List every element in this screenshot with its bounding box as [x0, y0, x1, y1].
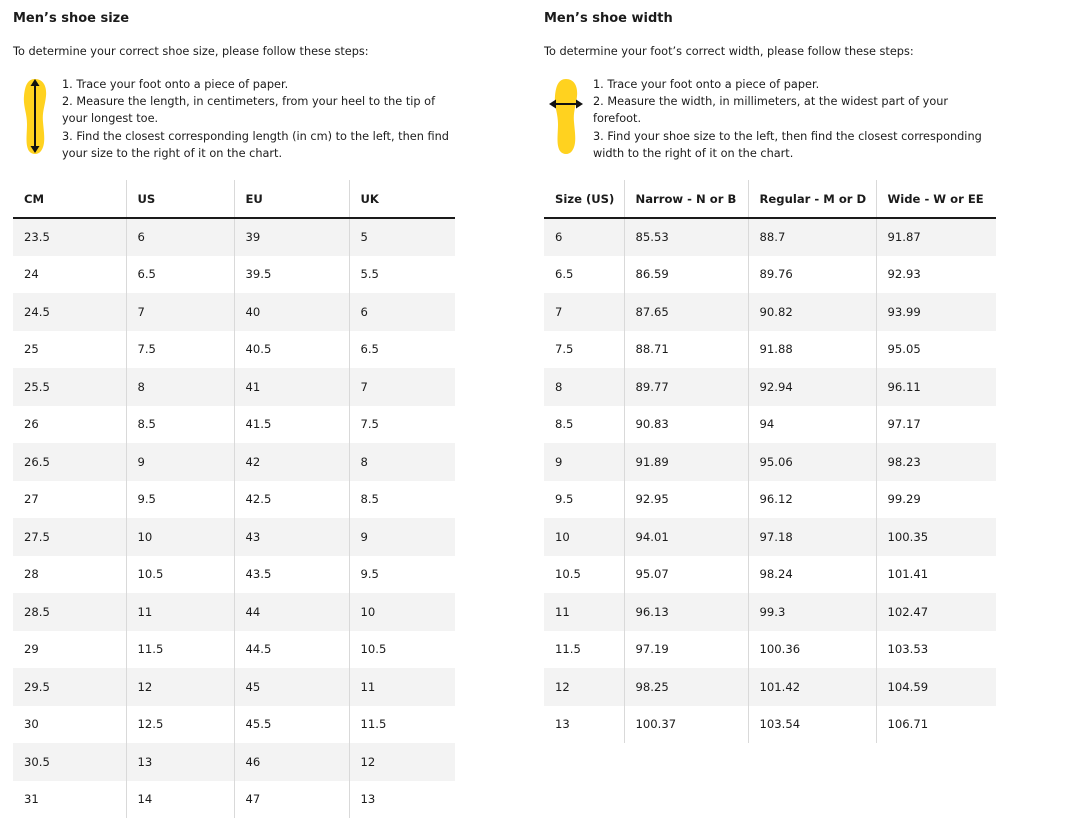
- table-cell: 100.36: [748, 631, 876, 669]
- table-cell: 6.5: [349, 331, 455, 369]
- table-cell: 45.5: [234, 706, 349, 744]
- table-cell: 28.5: [13, 593, 126, 631]
- table-cell: 10: [126, 518, 234, 556]
- foot-width-icon: [549, 76, 583, 156]
- shoe-size-steps: [62, 76, 449, 162]
- table-cell: 24: [13, 256, 126, 294]
- step-line: 1. Trace your foot onto a piece of paper.: [593, 78, 820, 91]
- table-cell: 11.5: [126, 631, 234, 669]
- table-cell: 96.12: [748, 481, 876, 519]
- table-cell: 85.53: [624, 218, 748, 256]
- table-cell: 95.06: [748, 443, 876, 481]
- table-cell: 7: [349, 368, 455, 406]
- table-cell: 28: [13, 556, 126, 594]
- table-cell: 31: [13, 781, 126, 819]
- table-row: [13, 668, 455, 706]
- table-row: [13, 781, 455, 819]
- table-row: [544, 556, 996, 594]
- table-cell: 6: [126, 218, 234, 256]
- table-cell: 11.5: [544, 631, 624, 669]
- table-cell: 24.5: [13, 293, 126, 331]
- table-row: [13, 631, 455, 669]
- table-cell: 6: [349, 293, 455, 331]
- table-cell: 14: [126, 781, 234, 819]
- table-row: [544, 331, 996, 369]
- step-line: 2. Measure the width, in millimeters, at the widest part of your: [593, 95, 949, 109]
- table-cell: 27: [13, 481, 126, 519]
- table-cell: 6: [544, 218, 624, 256]
- table-cell: 39.5: [234, 256, 349, 294]
- table-cell: 10.5: [126, 556, 234, 594]
- table-cell: 8.5: [349, 481, 455, 519]
- column-header: US: [126, 180, 234, 218]
- shoe-size-title: Men’s shoe size: [13, 11, 130, 26]
- table-cell: 90.83: [624, 406, 748, 444]
- table-cell: 7.5: [126, 331, 234, 369]
- table-row: [544, 443, 996, 481]
- table-cell: 96.13: [624, 593, 748, 631]
- table-cell: 44.5: [234, 631, 349, 669]
- table-row: [13, 593, 455, 631]
- table-row: [544, 256, 996, 294]
- table-cell: 99.3: [748, 593, 876, 631]
- table-cell: 93.99: [876, 293, 996, 331]
- column-header: CM: [13, 180, 126, 218]
- table-cell: 9: [126, 443, 234, 481]
- table-cell: 10: [544, 518, 624, 556]
- table-cell: 42.5: [234, 481, 349, 519]
- table-cell: 98.24: [748, 556, 876, 594]
- table-cell: 104.59: [876, 668, 996, 706]
- table-cell: 100.37: [624, 706, 748, 744]
- step-line: your size to the right of it on the chart.: [62, 146, 283, 160]
- shoe-width-table: [544, 180, 996, 743]
- table-cell: 90.82: [748, 293, 876, 331]
- foot-length-icon: [18, 76, 52, 156]
- table-cell: 97.18: [748, 518, 876, 556]
- shoe-width-title: Men’s shoe width: [544, 11, 673, 26]
- column-header: Size (US): [544, 180, 624, 218]
- table-cell: 12: [544, 668, 624, 706]
- table-cell: 30: [13, 706, 126, 744]
- table-cell: 91.89: [624, 443, 748, 481]
- table-cell: 47: [234, 781, 349, 819]
- table-cell: 42: [234, 443, 349, 481]
- table-row: [13, 406, 455, 444]
- table-cell: 41.5: [234, 406, 349, 444]
- table-row: [13, 743, 455, 781]
- table-cell: 25: [13, 331, 126, 369]
- table-cell: 103.54: [748, 706, 876, 744]
- table-row: [13, 443, 455, 481]
- table-row: [544, 593, 996, 631]
- table-cell: 11: [349, 668, 455, 706]
- table-cell: 91.88: [748, 331, 876, 369]
- step-line: width to the right of it on the chart.: [593, 146, 794, 160]
- table-cell: 41: [234, 368, 349, 406]
- table-cell: 7: [126, 293, 234, 331]
- table-row: [13, 293, 455, 331]
- table-cell: 40: [234, 293, 349, 331]
- table-cell: 9.5: [349, 556, 455, 594]
- table-cell: 9.5: [126, 481, 234, 519]
- table-cell: 10.5: [544, 556, 624, 594]
- step-line: 1. Trace your foot onto a piece of paper.: [62, 78, 289, 91]
- table-cell: 12: [349, 743, 455, 781]
- table-cell: 39: [234, 218, 349, 256]
- table-cell: 11: [126, 593, 234, 631]
- table-cell: 95.07: [624, 556, 748, 594]
- table-row: [13, 481, 455, 519]
- table-cell: 95.05: [876, 331, 996, 369]
- table-row: [544, 481, 996, 519]
- table-row: [13, 556, 455, 594]
- step-line: 3. Find the closest corresponding length (in cm) to the left, then find: [62, 129, 449, 143]
- table-row: [13, 706, 455, 744]
- table-cell: 103.53: [876, 631, 996, 669]
- table-cell: 8: [349, 443, 455, 481]
- table-cell: 10: [349, 593, 455, 631]
- step-line: 2. Measure the length, in centimeters, from your heel to the tip of: [62, 95, 436, 109]
- table-row: [13, 218, 455, 256]
- table-cell: 7.5: [544, 331, 624, 369]
- table-cell: 11: [544, 593, 624, 631]
- table-cell: 86.59: [624, 256, 748, 294]
- table-cell: 97.17: [876, 406, 996, 444]
- table-cell: 89.77: [624, 368, 748, 406]
- table-cell: 8.5: [126, 406, 234, 444]
- table-cell: 6.5: [544, 256, 624, 294]
- column-header: Narrow - N or B: [624, 180, 748, 218]
- table-cell: 12: [126, 668, 234, 706]
- table-cell: 12.5: [126, 706, 234, 744]
- table-cell: 45: [234, 668, 349, 706]
- table-row: [544, 406, 996, 444]
- table-cell: 98.23: [876, 443, 996, 481]
- column-header: Wide - W or EE: [876, 180, 996, 218]
- table-row: [544, 293, 996, 331]
- table-row: [13, 518, 455, 556]
- table-row: [544, 518, 996, 556]
- step-line: forefoot.: [593, 112, 642, 126]
- table-cell: 99.29: [876, 481, 996, 519]
- table-header-row: [544, 180, 996, 218]
- table-cell: 44: [234, 593, 349, 631]
- table-cell: 8: [544, 368, 624, 406]
- table-cell: 30.5: [13, 743, 126, 781]
- table-cell: 13: [349, 781, 455, 819]
- step-line: your longest toe.: [62, 112, 159, 126]
- table-cell: 26: [13, 406, 126, 444]
- table-row: [13, 331, 455, 369]
- table-header-row: [13, 180, 455, 218]
- table-cell: 87.65: [624, 293, 748, 331]
- table-cell: 97.19: [624, 631, 748, 669]
- table-cell: 88.7: [748, 218, 876, 256]
- column-header: Regular - M or D: [748, 180, 876, 218]
- column-header: EU: [234, 180, 349, 218]
- table-cell: 89.76: [748, 256, 876, 294]
- table-cell: 6.5: [126, 256, 234, 294]
- table-cell: 9.5: [544, 481, 624, 519]
- table-cell: 43.5: [234, 556, 349, 594]
- table-cell: 7: [544, 293, 624, 331]
- table-cell: 9: [544, 443, 624, 481]
- table-cell: 101.42: [748, 668, 876, 706]
- table-cell: 29: [13, 631, 126, 669]
- table-cell: 26.5: [13, 443, 126, 481]
- column-header: UK: [349, 180, 455, 218]
- table-cell: 100.35: [876, 518, 996, 556]
- table-cell: 96.11: [876, 368, 996, 406]
- table-cell: 94: [748, 406, 876, 444]
- table-cell: 92.95: [624, 481, 748, 519]
- table-row: [544, 706, 996, 744]
- table-cell: 13: [544, 706, 624, 744]
- table-cell: 10.5: [349, 631, 455, 669]
- table-cell: 43: [234, 518, 349, 556]
- table-cell: 91.87: [876, 218, 996, 256]
- table-row: [544, 668, 996, 706]
- table-cell: 92.94: [748, 368, 876, 406]
- table-cell: 11.5: [349, 706, 455, 744]
- table-cell: 5: [349, 218, 455, 256]
- table-cell: 9: [349, 518, 455, 556]
- table-cell: 40.5: [234, 331, 349, 369]
- table-cell: 13: [126, 743, 234, 781]
- step-line: 3. Find your shoe size to the left, then find the closest corresponding: [593, 129, 982, 143]
- table-cell: 94.01: [624, 518, 748, 556]
- table-cell: 7.5: [349, 406, 455, 444]
- table-row: [13, 368, 455, 406]
- shoe-width-intro: To determine your foot’s correct width, please follow these steps:: [544, 45, 914, 58]
- shoe-width-steps: [593, 76, 982, 162]
- table-cell: 29.5: [13, 668, 126, 706]
- table-cell: 23.5: [13, 218, 126, 256]
- table-cell: 101.41: [876, 556, 996, 594]
- shoe-size-table: [13, 180, 455, 818]
- table-cell: 25.5: [13, 368, 126, 406]
- table-cell: 5.5: [349, 256, 455, 294]
- table-cell: 88.71: [624, 331, 748, 369]
- table-cell: 46: [234, 743, 349, 781]
- table-cell: 8.5: [544, 406, 624, 444]
- shoe-size-intro: To determine your correct shoe size, please follow these steps:: [13, 45, 369, 58]
- table-cell: 98.25: [624, 668, 748, 706]
- table-row: [544, 218, 996, 256]
- table-cell: 8: [126, 368, 234, 406]
- table-row: [544, 368, 996, 406]
- table-row: [544, 631, 996, 669]
- table-cell: 102.47: [876, 593, 996, 631]
- table-row: [13, 256, 455, 294]
- table-cell: 92.93: [876, 256, 996, 294]
- table-cell: 106.71: [876, 706, 996, 744]
- table-cell: 27.5: [13, 518, 126, 556]
